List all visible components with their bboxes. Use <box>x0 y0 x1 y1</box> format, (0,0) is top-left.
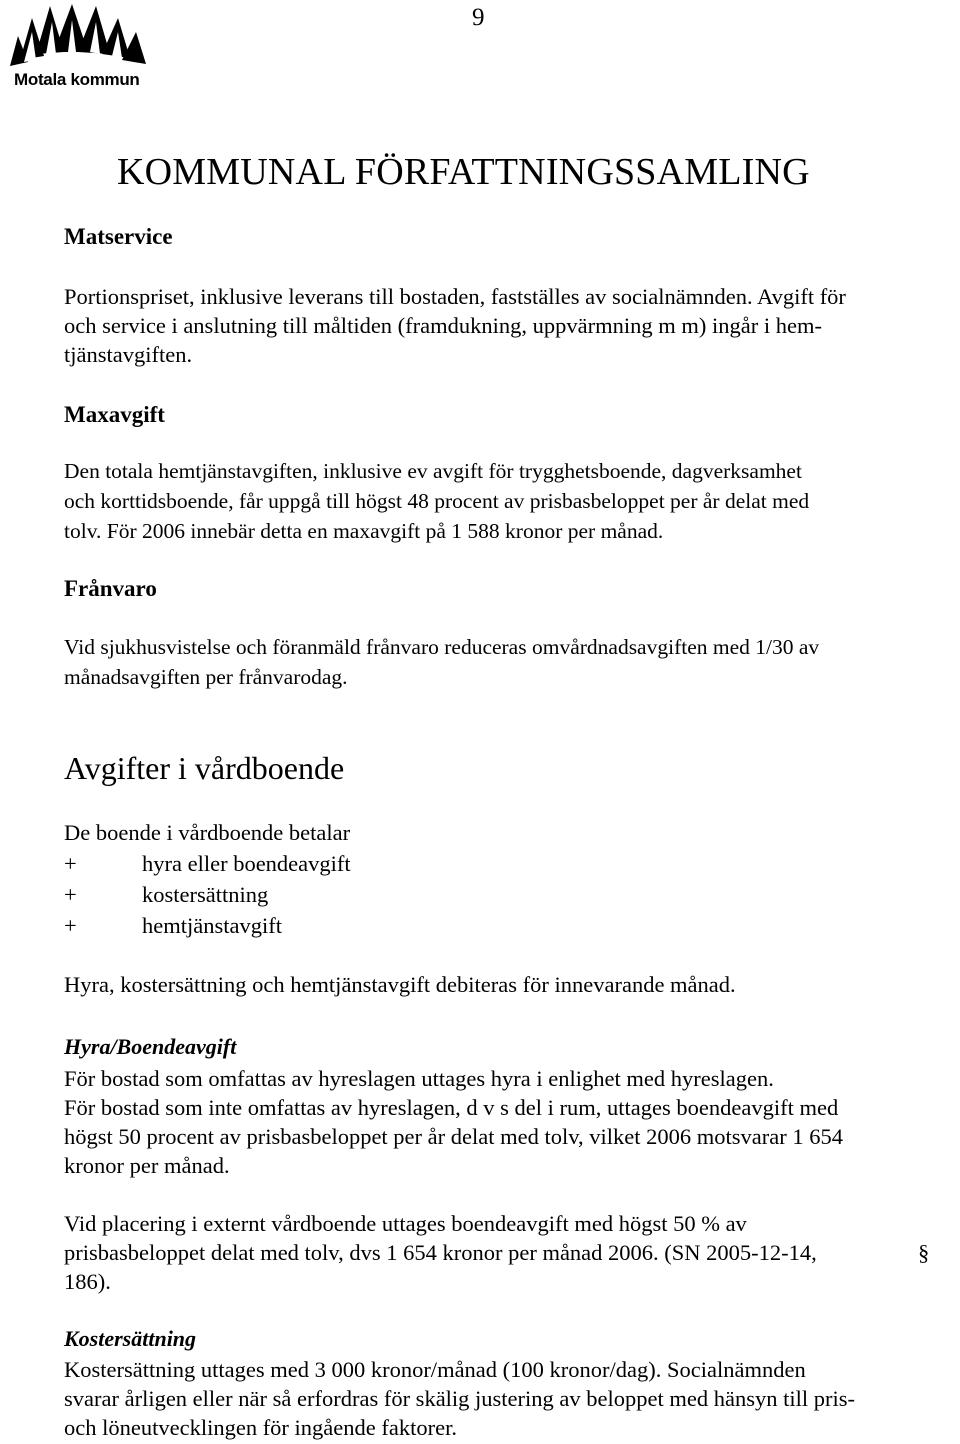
heading-vardboende: Avgifter i vårdboende <box>64 750 345 786</box>
vardboende-summary: Hyra, kostersättning och hemtjänstavgift debiteras för innevarande månad. <box>64 972 736 997</box>
heading-franvaro: Frånvaro <box>64 576 157 601</box>
paragraph-franvaro <box>64 632 944 692</box>
heading-maxavgift: Maxavgift <box>64 402 165 427</box>
masthead-title: KOMMUNAL FÖRFATTNINGSSAMLING <box>117 151 810 193</box>
text-line: För bostad som inte omfattas av hyreslagen, d v s del i rum, uttages boendeavgift med <box>64 1095 839 1120</box>
text-line: och service i anslutning till måltiden (framdukning, uppvärmning m m) ingår i hem- <box>64 313 822 338</box>
paragraph-hyra <box>64 1064 944 1180</box>
paragraph-externt <box>64 1209 944 1296</box>
text-line: Portionspriset, inklusive leverans till bostaden, fastställes av socialnämnden. Avgift för <box>64 284 846 309</box>
plus-symbol: + <box>64 851 77 876</box>
list-item <box>64 848 351 879</box>
paragraph-kostersattning <box>64 1355 944 1442</box>
text-line: 186). <box>64 1269 111 1294</box>
heading-matservice: Matservice <box>64 224 173 249</box>
text-line: tjänstavgiften. <box>64 342 193 367</box>
section-mark: § <box>918 1240 930 1265</box>
list-item <box>64 879 268 910</box>
text-line: Kostersättning uttages med 3 000 kronor/månad (100 kronor/dag). Socialnämnden <box>64 1357 806 1382</box>
page-number: 9 <box>472 4 485 31</box>
list-item <box>64 910 282 941</box>
list-item-text: hemtjänstavgift <box>142 913 282 938</box>
text-line: tolv. För 2006 innebär detta en maxavgift på 1 588 kronor per månad. <box>64 519 664 543</box>
text-line: kronor per månad. <box>64 1153 230 1178</box>
list-item-text: hyra eller boendeavgift <box>142 851 351 876</box>
paragraph-maxavgift <box>64 456 944 546</box>
text-line: högst 50 procent av prisbasbeloppet per år delat med tolv, vilket 2006 motsvarar 1 654 <box>64 1124 843 1149</box>
plus-symbol: + <box>64 882 77 907</box>
text-line: Den totala hemtjänstavgiften, inklusive ev avgift för trygghetsboende, dagverksamhet <box>64 459 802 483</box>
text-line: För bostad som omfattas av hyreslagen uttages hyra i enlighet med hyreslagen. <box>64 1066 774 1091</box>
plus-symbol: + <box>64 913 77 938</box>
text-line: och korttidsboende, får uppgå till högst 48 procent av prisbasbeloppet per år delat med <box>64 489 810 513</box>
text-line: Vid sjukhusvistelse och föranmäld frånvaro reduceras omvårdnadsavgiften med 1/30 av <box>64 635 820 659</box>
logo-text: Motala kommun <box>14 70 140 89</box>
text-line: svarar årligen eller när så erfordras för skälig justering av beloppet med hänsyn till pris- <box>64 1386 855 1411</box>
list-item-text: kostersättning <box>142 882 269 907</box>
text-line: månadsavgiften per frånvarodag. <box>64 665 348 689</box>
heading-kostersattning: Kostersättning <box>64 1326 197 1351</box>
text-line: Vid placering i externt vårdboende uttages boendeavgift med högst 50 % av <box>64 1211 747 1236</box>
vardboende-intro: De boende i vårdboende betalar <box>64 820 351 845</box>
heading-hyra: Hyra/Boendeavgift <box>64 1034 237 1059</box>
text-line: prisbasbeloppet delat med tolv, dvs 1 654 kronor per månad 2006. (SN 2005-12-14, <box>64 1240 817 1265</box>
text-line: och löneutvecklingen för ingående faktorer. <box>64 1415 457 1440</box>
paragraph-matservice <box>64 282 944 369</box>
